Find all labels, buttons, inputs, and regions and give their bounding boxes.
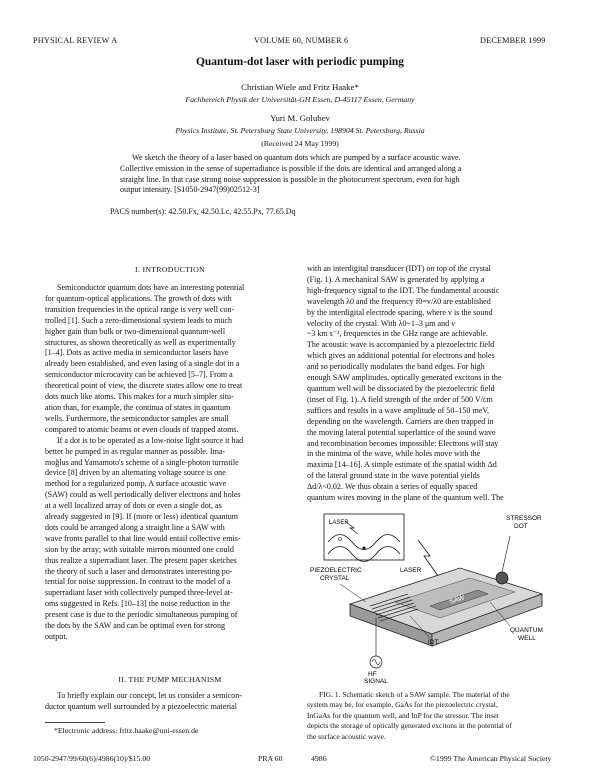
text-line: transition frequencies in the optical range is very well con-: [45, 304, 235, 314]
authors-group-1: Christian Wiele and Fritz Haake*: [241, 82, 359, 92]
received-date: (Received 24 May 1999): [261, 139, 339, 148]
quantum-well-label-1: QUANTUM: [510, 627, 543, 634]
text-line: output.: [45, 632, 68, 641]
copyright: ©1999 The American Physical Society: [430, 754, 552, 763]
text-line: ductor quantum well surrounded by a piezoelectric material: [45, 701, 237, 711]
text-line: by the interdigital electrode spacing, where v is the sound: [307, 307, 493, 317]
text-line: the dots by the SAW and can be optimal even for strong: [45, 621, 225, 631]
text-line: in the minima of the wave, while holes move with the: [307, 449, 481, 459]
text-line: trolled [1]. Such a zero-dimensional system leads to much: [45, 315, 233, 325]
text-line: the moving lateral potential superlattice of the sound wave: [307, 427, 496, 437]
footnote-rule: [45, 722, 105, 723]
text-line: (Fig. 1). A mechanical SAW is generated by applying a: [307, 274, 485, 284]
text-line: already suggested in [9]. If (more or less) identical quantum: [45, 512, 239, 522]
journal-name: PHYSICAL REVIEW A: [33, 36, 118, 45]
dot-label: DOT: [514, 523, 528, 530]
text-line: InGaAs for the quantum well, and InP for the stressor. The inset: [307, 710, 499, 720]
text-line: and recombination becomes impossible: Electrons will stay: [307, 438, 499, 448]
left-column-text-2: [45, 691, 297, 713]
text-line: the theory of such a laser and demonstrates interesting po-: [45, 566, 233, 576]
footnote: *Electronic address: fritz.haake@uni-essen.de: [54, 726, 199, 735]
abstract-line: We sketch the theory of a laser based on quantum dots which are pumped by a surface acoustic wave.: [132, 153, 461, 162]
text-line: tential for noise suppression. In contrast to the model of a: [45, 577, 231, 587]
text-line: velocity of the crystal. With λ0~1–3 μm and v: [307, 318, 456, 328]
hf-label-2: SIGNAL: [364, 678, 388, 684]
text-line: already been established, and even lasing of a single dot in a: [45, 359, 240, 369]
text-line: device [8] driven by an alternating voltage source is one: [45, 468, 226, 478]
text-line: Semiconductor quantum dots have an interesting potential: [57, 283, 245, 292]
inset-electron: [363, 547, 366, 550]
text-line: compared to atomic beams or even clouds of trapped atoms.: [45, 424, 239, 434]
text-line: superradiant laser with collectively pumped three-level at-: [45, 588, 233, 598]
text-line: better be pumped in as regular manner as possible. Ima-: [45, 446, 226, 456]
abstract: [120, 153, 482, 196]
affiliation-2: Physics Institute, St. Petersburg State University, 198904 St. Petersburg, Russia: [175, 126, 425, 135]
text-line: depending on the wavelength. Carriers are then trapped in: [307, 416, 494, 426]
text-line: (SAW) could as well periodically deliver electrons and holes: [45, 490, 241, 500]
text-line: and so periodically modulates the band edges. For high: [307, 362, 485, 372]
text-line: maxima [14–16]. A simple estimate of the spatial width Δd: [307, 460, 497, 470]
section-heading-introduction: I. INTRODUCTION: [135, 265, 205, 274]
piezo-leader: [340, 584, 366, 602]
stressor-leader: [502, 536, 510, 572]
abstract-line: Collective emission in the sense of superradiance is possible if the dots are identical and arranged along a: [120, 163, 462, 173]
abstract-line: straight line. In that case strong noise suppression is possible in the photocurrent spectrum, even for high: [120, 174, 460, 184]
abstract-line: output intensity. [S1050-2947(99)02512-3]: [120, 185, 260, 195]
text-line: dots much like atoms. This makes for a much simpler situ-: [45, 392, 234, 402]
affiliation-1: Fachbereich Physik der Universität-GH Essen, D-45117 Essen, Germany: [185, 95, 415, 104]
text-line: moğlus and Yamamoto's scheme of a single-photon turnstile: [45, 457, 239, 467]
quantum-well-label-2: WELL: [518, 635, 536, 642]
text-line: wave fronts parallel to that line would entail collective emis-: [45, 533, 241, 543]
text-line: Δd/λ<0.02. We thus obtain a series of equally spaced: [307, 482, 478, 492]
text-line: If a dot is to be operated as a low-noise light source it had: [57, 435, 244, 445]
text-line: higher gain than bulk or two-dimensional quantum-well: [45, 326, 226, 336]
text-line: enough SAW amplitudes, optically generated excitons in the: [307, 373, 502, 383]
left-column-text: [45, 283, 297, 643]
text-line: structures, as shown theoretically as well as experimentally: [45, 337, 236, 347]
volume-number: VOLUME 60, NUMBER 6: [254, 36, 349, 45]
text-line: FIG. 1. Schematic sketch of a SAW sample. The material of the: [319, 690, 510, 699]
text-line: wavelength λ0 and the frequency f0=v/λ0 are established: [307, 296, 491, 306]
text-line: method for a regularized pump. A surface acoustic wave: [45, 479, 227, 489]
idt-label: IDT: [428, 639, 439, 646]
issue-date: DECEMBER 1999: [480, 36, 546, 45]
hf-label-1: HF: [368, 671, 377, 678]
text-line: system may be, for example, GaAs for the piezoelectric crystal,: [307, 700, 498, 710]
text-line: ation than, for example, the continua of states in quantum: [45, 402, 231, 412]
text-line: quantum wires moving in the plane of the quantum well. The: [307, 493, 504, 503]
right-column-text: [307, 264, 559, 504]
text-line: suffices and results in a wave amplitude of 50–150 meV,: [307, 405, 490, 415]
text-line: oms suggested in Refs. [10–13] the noise reduction in the: [45, 599, 231, 609]
text-line: [1–4]. Dots as active media in semiconductor lasers have: [45, 348, 229, 358]
saw-label: SAW: [448, 594, 466, 606]
text-line: at a well localized array of dots or even a single dot, as: [45, 501, 222, 511]
footer-code: 1050-2947/99/60(6)/4986(10)/$15.00: [33, 754, 151, 763]
text-line: semiconductor microcavity can be achieved [5–7]. From a: [45, 370, 233, 380]
text-line: (inset of Fig. 1). A field strength of the order of 500 V/cm: [307, 394, 493, 404]
inset-box: [324, 514, 404, 562]
pacs-numbers: PACS number(s): 42.50.Fx, 42.50.Lc, 42.55.Px, 77.65.Dq: [110, 207, 296, 216]
text-line: sion by the array; with suitable mirrors mounted one could: [45, 544, 234, 554]
laser-label: LASER: [400, 567, 422, 574]
footer-journal: PRA 60: [258, 754, 283, 763]
inset-laser-label: LASER: [329, 520, 349, 526]
text-line: the surface acoustic wave.: [307, 731, 386, 741]
text-line: thus realize a superradiant laser. The present paper sketches: [45, 555, 237, 565]
figure-1-saw-sample: [310, 506, 560, 684]
text-line: To briefly explain our concept, let us consider a semicon-: [57, 691, 242, 700]
piezo-label-2: CRYSTAL: [320, 575, 350, 582]
text-line: of the lateral ground state in the wave potential yields: [307, 471, 480, 481]
authors-group-2: Yuri M. Golubev: [270, 113, 330, 123]
text-line: quantum well will be dissociated by the piezoelectric field: [307, 383, 495, 393]
stressor-dot: [496, 572, 508, 584]
text-line: The acoustic wave is accompanied by a piezoelectric field: [307, 340, 495, 350]
text-line: which gives an additional potential for electrons and holes: [307, 351, 495, 361]
piezo-label-1: PIEZOELECTRIC: [310, 567, 362, 574]
stressor-label: STRESSOR: [506, 515, 542, 522]
section-heading-pump-mechanism: II. THE PUMP MECHANISM: [118, 675, 222, 684]
text-line: ~3 km s⁻¹, frequencies in the GHz range are achievable.: [307, 329, 489, 339]
inset-hole: [339, 538, 342, 541]
figure-1-caption: [307, 690, 559, 742]
text-line: with an interdigital transducer (IDT) on top of the crystal: [307, 264, 491, 273]
text-line: present case is due to the periodic simultaneous pumping of: [45, 610, 238, 620]
text-line: theoretical point of view, the discrete states allow one to treat: [45, 381, 243, 391]
page-number: 4986: [311, 754, 327, 763]
text-line: wells. Furthermore, the semiconductor samples are small: [45, 413, 229, 423]
text-line: for quantum-optical applications. The growth of dots with: [45, 293, 232, 303]
paper-title: Quantum-dot laser with periodic pumping: [195, 56, 405, 68]
text-line: high-frequency signal to the IDT. The fundamental acoustic: [307, 285, 500, 295]
text-line: depicts the storage of optically generated excitons in the potential of: [307, 721, 512, 731]
text-line: dots could be arranged along a straight line a SAW with: [45, 522, 225, 532]
